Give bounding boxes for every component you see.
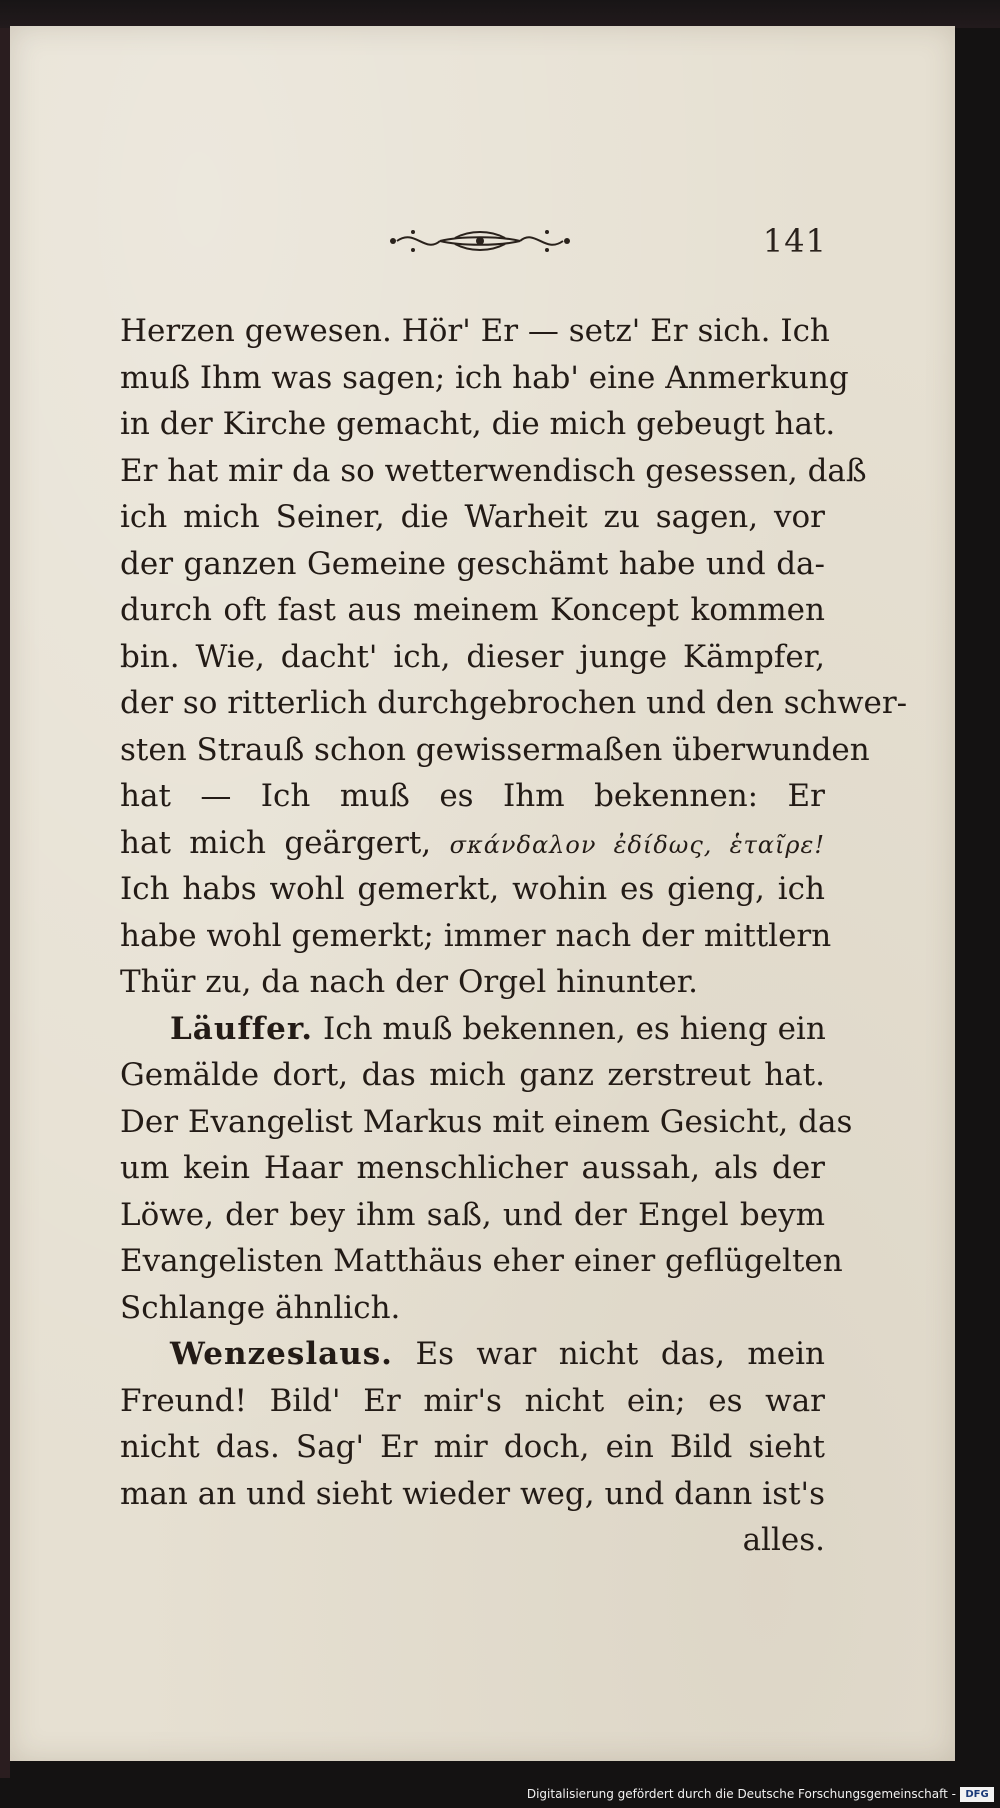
page-header	[10, 26, 955, 266]
speaker-name: Läuffer.	[170, 1010, 314, 1047]
text-line: bin. Wie, dacht' ich, dieser junge Kämpfer,	[120, 638, 825, 675]
text-line: sten Strauß schon gewissermaßen überwunden	[120, 731, 870, 768]
text-line: der so ritterlich durchgebrochen und den schwer-	[120, 685, 908, 721]
book-spine	[0, 0, 10, 1808]
text-line: durch oft fast aus meinem Koncept kommen	[120, 592, 825, 628]
text-line: man an und sieht wieder weg, und dann ist's	[120, 1475, 825, 1512]
text-fragment: Es war nicht das, mein	[415, 1336, 825, 1372]
text-fragment: hat mich geärgert,	[120, 824, 432, 861]
text-line: Ich habs wohl gemerkt, wohin es gieng, ich	[120, 871, 825, 907]
speaker-name: Wenzeslaus.	[170, 1336, 393, 1372]
text-line: ich mich Seiner, die Warheit zu sagen, vor	[120, 499, 825, 535]
text-line: Löwe, der bey ihm saß, und der Engel beym	[120, 1196, 825, 1233]
dfg-logo: DFG	[960, 1787, 994, 1802]
page-number: 141	[762, 222, 827, 260]
text-line: Herzen gewesen. Hör' Er — setz' Er sich. Ich	[120, 313, 830, 349]
body-text	[120, 308, 908, 1564]
text-line: Thür zu, da nach der Orgel hinunter.	[120, 964, 698, 1000]
text-line: der ganzen Gemeine geschämt habe und da-	[120, 545, 825, 582]
text-line	[120, 820, 825, 867]
greek-quotation: σκάνδαλον ἐδίδως, ἑταῖρε!	[449, 830, 825, 859]
text-line: um kein Haar menschlicher aussah, als der	[120, 1150, 825, 1186]
catchword: alles.	[742, 1522, 825, 1558]
ornament-vignette	[385, 218, 575, 264]
digitization-footer	[0, 1778, 1000, 1808]
scan-top-edge	[0, 0, 1000, 28]
speech-line	[120, 1006, 825, 1053]
text-line: Schlange ähnlich.	[120, 1289, 401, 1326]
text-line: Er hat mir da so wetterwendisch gesessen, daß	[120, 452, 867, 489]
speech-line	[120, 1331, 825, 1378]
text-line: nicht das. Sag' Er mir doch, ein Bild sieht	[120, 1429, 825, 1465]
text-line: Der Evangelist Markus mit einem Gesicht, das	[120, 1103, 853, 1140]
book-page	[10, 26, 955, 1761]
funding-credit: Digitalisierung gefördert durch die Deutsche Forschungsgemeinschaft -	[526, 1787, 956, 1801]
text-line: in der Kirche gemacht, die mich gebeugt hat.	[120, 406, 836, 442]
text-line: Gemälde dort, das mich ganz zerstreut hat.	[120, 1057, 825, 1093]
text-line: Freund! Bild' Er mir's nicht ein; es war	[120, 1382, 825, 1419]
text-fragment: Ich muß bekennen, es hieng ein	[322, 1010, 826, 1047]
text-line: habe wohl gemerkt; immer nach der mittlern	[120, 917, 832, 954]
text-line: Evangelisten Matthäus eher einer geflügelten	[120, 1243, 843, 1279]
text-line: muß Ihm was sagen; ich hab' eine Anmerkung	[120, 359, 849, 396]
text-line: hat — Ich muß es Ihm bekennen: Er	[120, 778, 825, 814]
